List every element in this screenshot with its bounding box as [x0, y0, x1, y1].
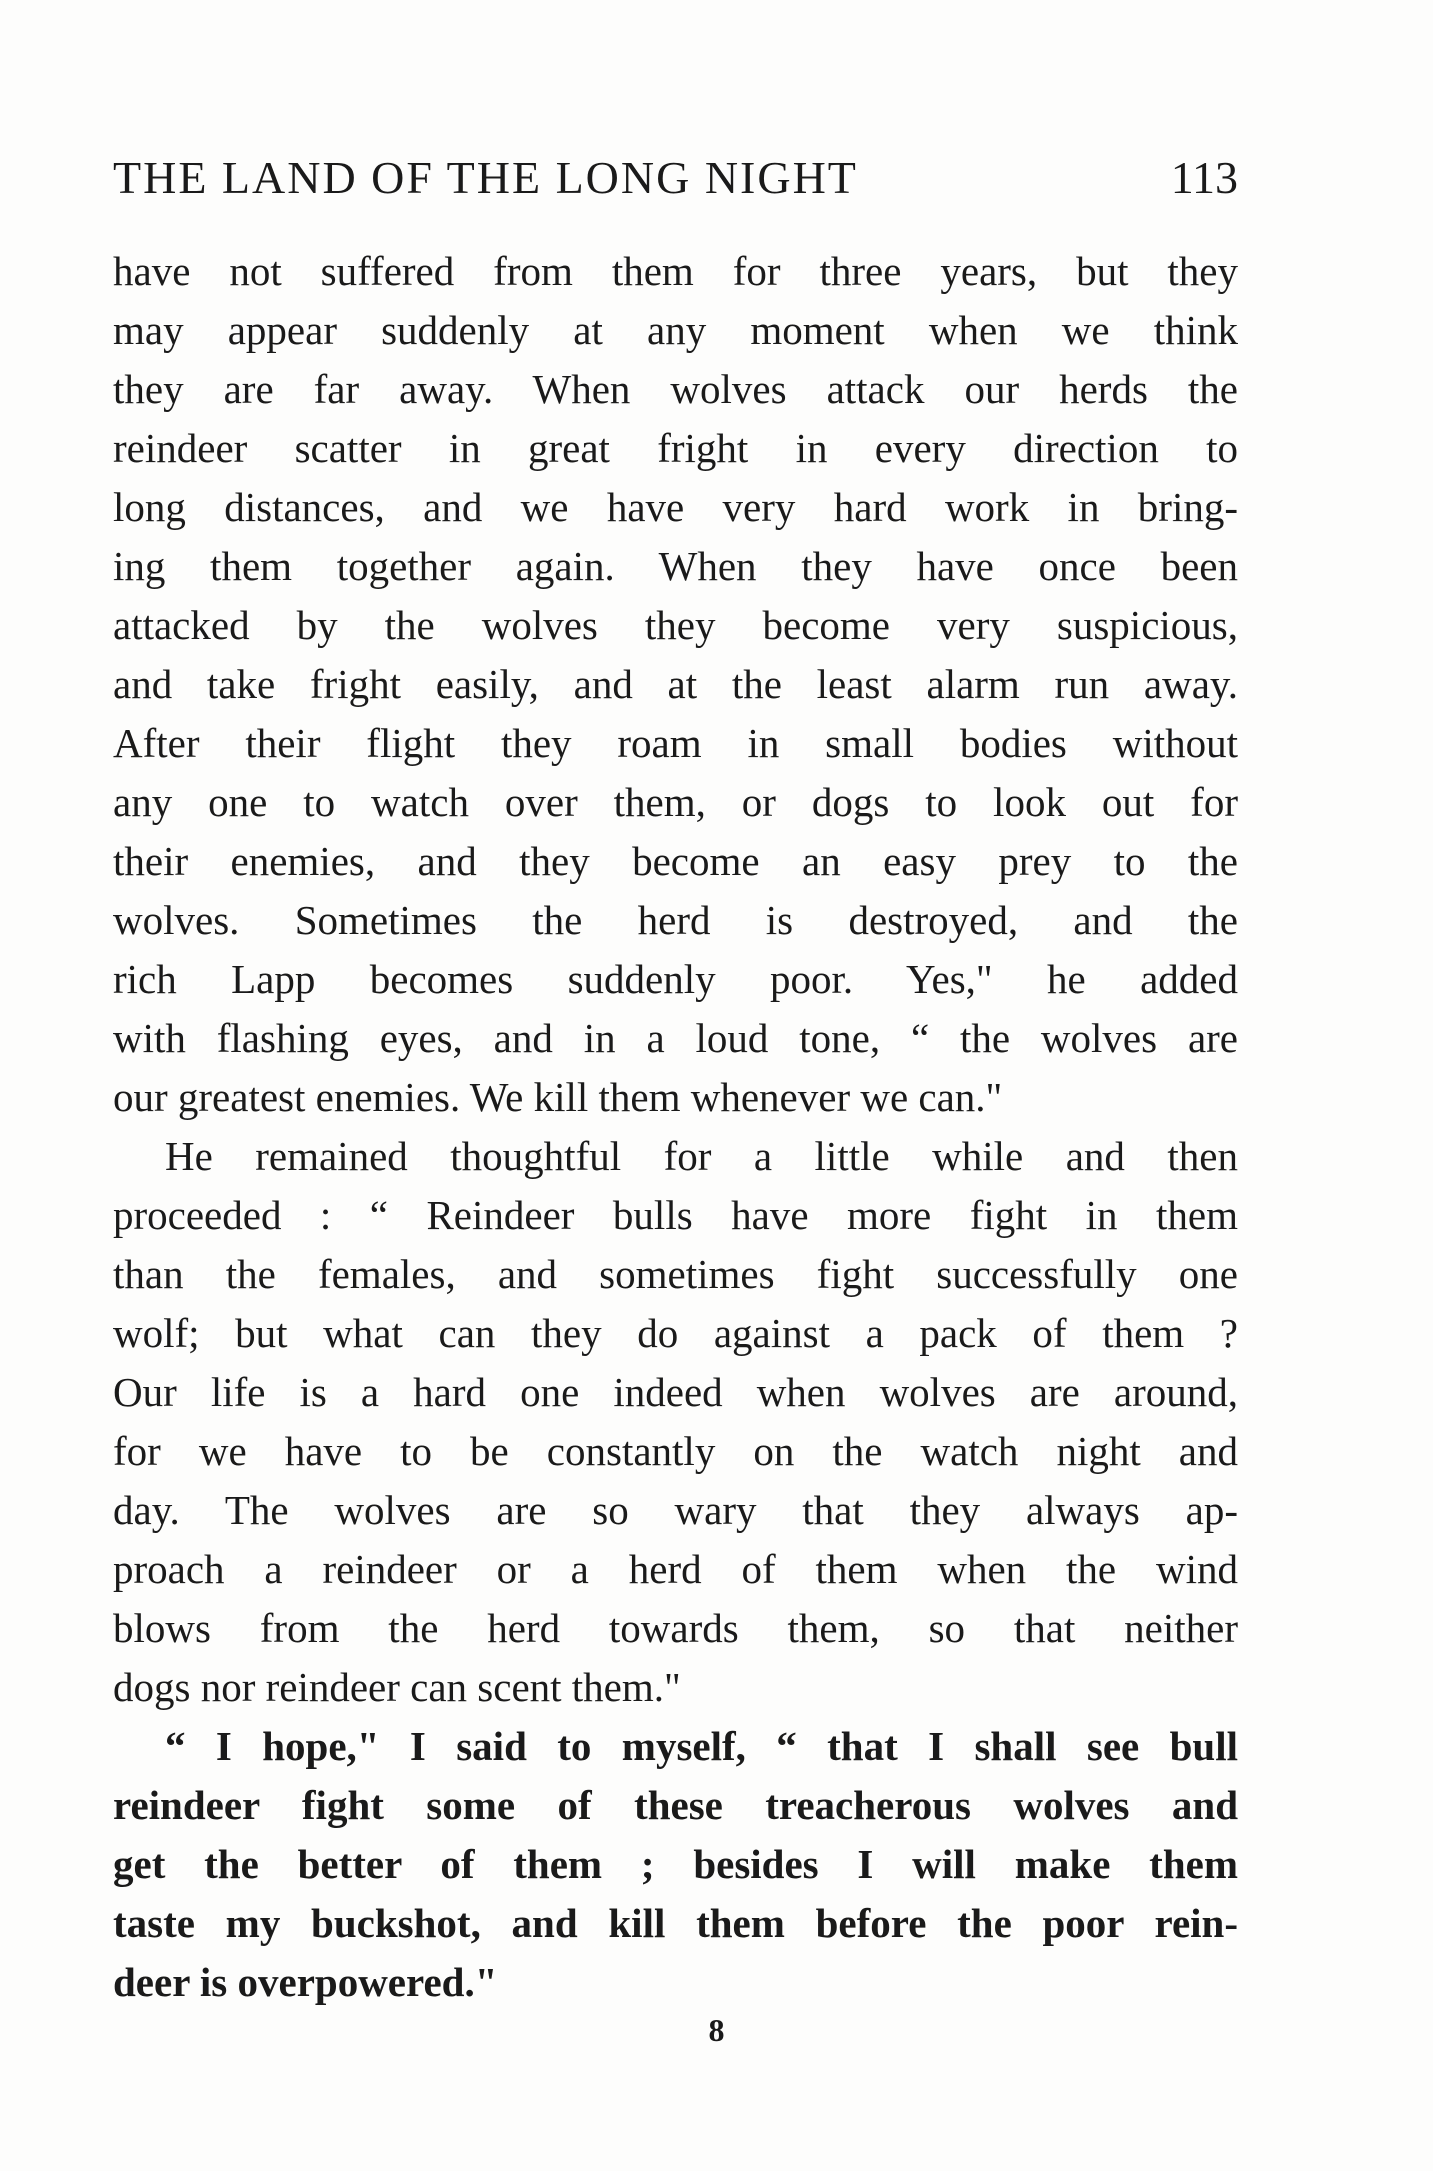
text-line: reindeer scatter in great fright in every direction to [113, 425, 1238, 471]
text-line: Our life is a hard one indeed when wolves are around, [113, 1369, 1238, 1415]
text-line: have not suffered from them for three years, but they [113, 248, 1238, 294]
text-line: may appear suddenly at any moment when we think [113, 307, 1238, 353]
text-line: After their flight they roam in small bodies without [113, 720, 1238, 766]
text-line: rich Lapp becomes suddenly poor. Yes," he added [113, 956, 1238, 1002]
text-line: deer is overpowered." [113, 1959, 498, 2005]
text-line: get the better of them ; besides I will make them [113, 1841, 1238, 1887]
page-number: 113 [1170, 152, 1238, 203]
text-line: attacked by the wolves they become very suspicious, [113, 602, 1238, 648]
text-line: day. The wolves are so wary that they always ap- [113, 1487, 1238, 1533]
text-line: and take fright easily, and at the least alarm run away. [113, 661, 1238, 707]
text-line: any one to watch over them, or dogs to look out for [113, 779, 1238, 825]
text-line: than the females, and sometimes fight successfully one [113, 1251, 1238, 1297]
text-line: blows from the herd towards them, so that neither [113, 1605, 1238, 1651]
running-head-title: THE LAND OF THE LONG NIGHT [113, 152, 858, 203]
text-line: dogs nor reindeer can scent them." [113, 1664, 681, 1710]
text-line: with flashing eyes, and in a loud tone, “ the wolves are [113, 1015, 1238, 1061]
signature-mark: 8 [708, 2012, 725, 2048]
text-line: wolf; but what can they do against a pack of them ? [113, 1310, 1238, 1356]
text-line: reindeer fight some of these treacherous wolves and [113, 1782, 1238, 1828]
text-line: proceeded : “ Reindeer bulls have more fight in them [113, 1192, 1238, 1238]
text-line: our greatest enemies. We kill them whenever we can." [113, 1074, 1003, 1120]
text-line: their enemies, and they become an easy prey to the [113, 838, 1238, 884]
body-text [113, 242, 1238, 2012]
text-line: long distances, and we have very hard work in bring- [113, 484, 1238, 530]
text-line: He remained thoughtful for a little while and then [165, 1133, 1238, 1179]
text-line: wolves. Sometimes the herd is destroyed, and the [113, 897, 1238, 943]
text-line: for we have to be constantly on the watch night and [113, 1428, 1238, 1474]
text-line: taste my buckshot, and kill them before the poor rein- [113, 1900, 1238, 1946]
text-line: they are far away. When wolves attack our herds the [113, 366, 1238, 412]
running-head [113, 148, 1238, 208]
text-line: ing them together again. When they have once been [113, 543, 1238, 589]
text-line: proach a reindeer or a herd of them when the wind [113, 1546, 1238, 1592]
text-line: “ I hope," I said to myself, “ that I shall see bull [165, 1723, 1238, 1769]
